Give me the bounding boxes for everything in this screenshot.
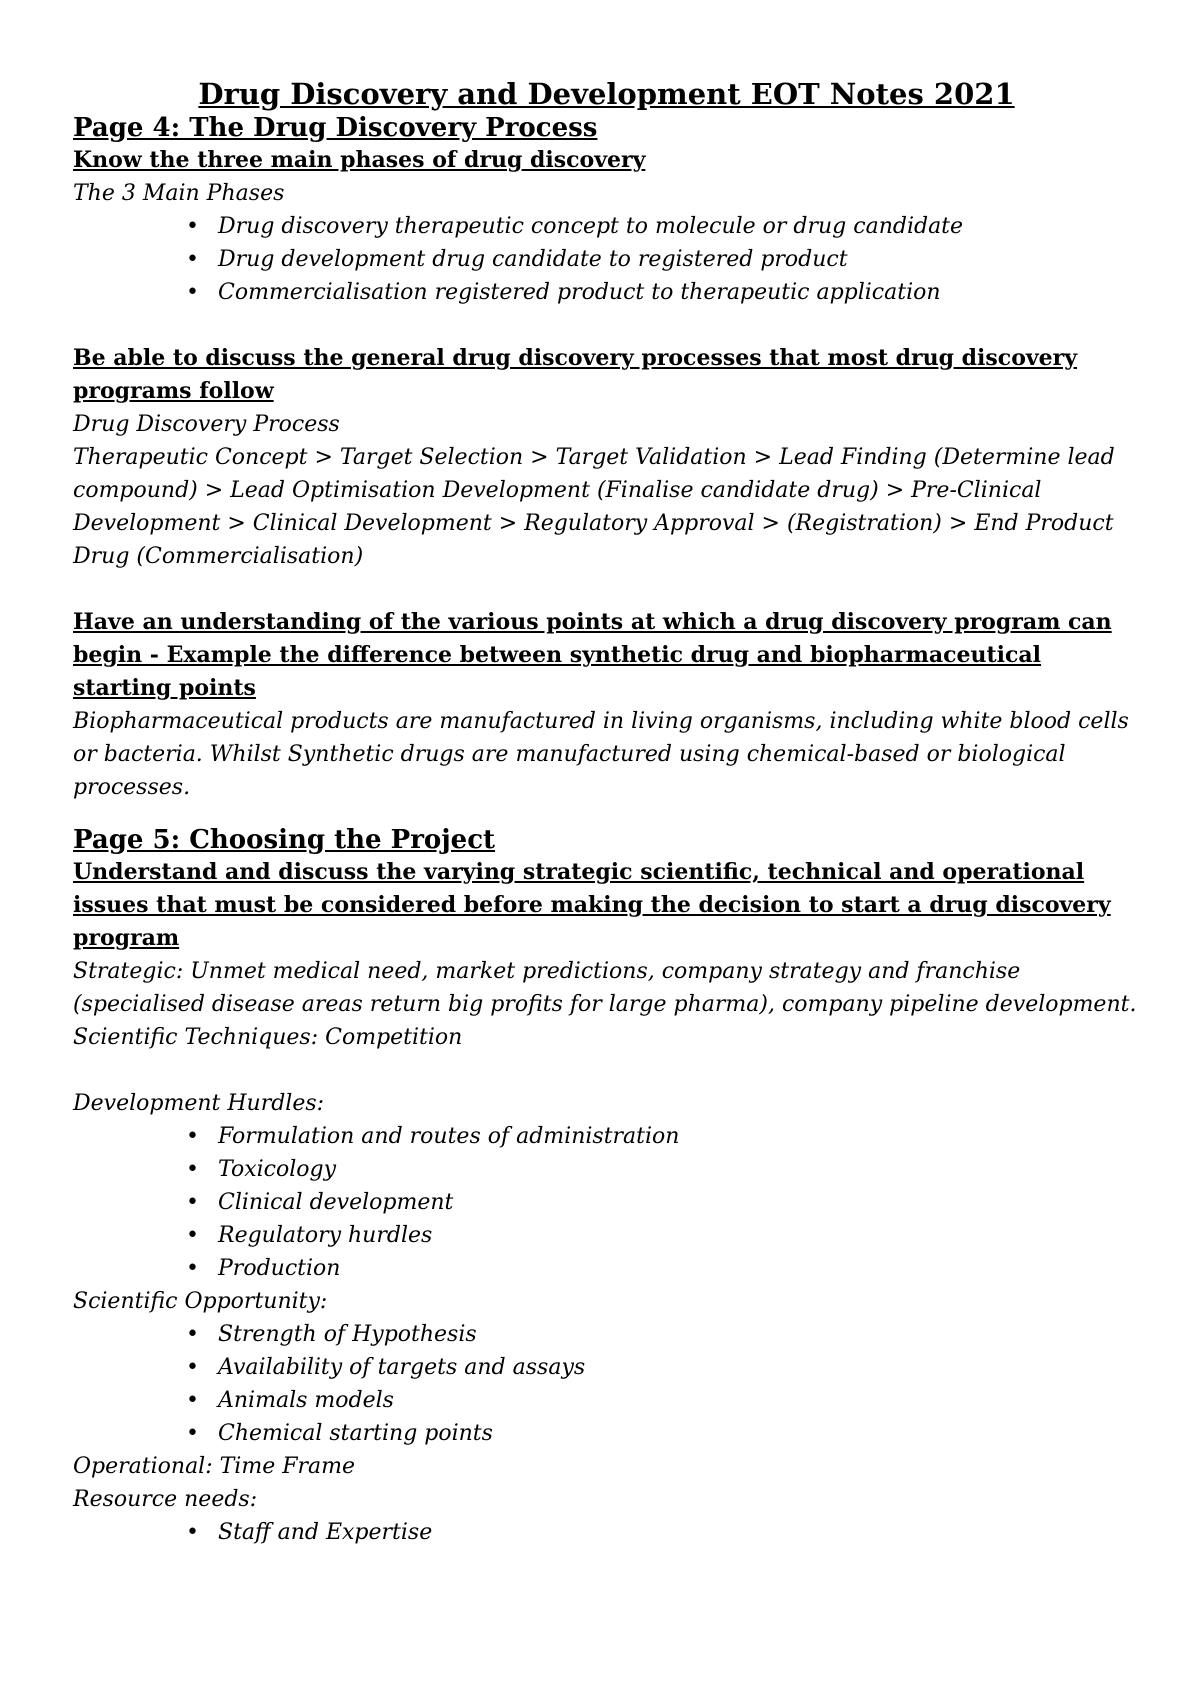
page5-resources-list <box>73 1516 1140 1549</box>
list-item: • Strength of Hypothesis <box>218 1318 1140 1351</box>
list-item: • Drug development drug candidate to registered product <box>218 243 1140 276</box>
page5-operational: Operational: Time Frame <box>73 1454 355 1479</box>
list-item: • Formulation and routes of administration <box>218 1120 1140 1153</box>
spacer <box>73 1054 1140 1087</box>
page4-question-2: Be able to discuss the general drug discovery processes that most drug discovery programs follow <box>73 345 1078 404</box>
page4-q1-list <box>73 210 1140 309</box>
page4-q2-body: Therapeutic Concept > Target Selection > Target Validation > Lead Finding (Determine lead compound) > Lead Optimisation Development (Finalise candidate drug) > Pre-Clinical Development > Clinical Development > Regulatory Approval > (Registration) > End Product Drug (Commercialisation) <box>73 445 1115 569</box>
list-item: • Clinical development <box>218 1186 1140 1219</box>
page4-question-1: Know the three main phases of drug discovery <box>73 147 646 173</box>
page5-scientific-techniques: Scientific Techniques: Competition <box>73 1025 463 1050</box>
list-item: • Staff and Expertise <box>218 1516 1140 1549</box>
page5-dev-hurdles-list <box>73 1120 1140 1285</box>
page4-q2-intro: Drug Discovery Process <box>73 412 340 437</box>
page4-question-3: Have an understanding of the various points at which a drug discovery program can begin - Example the difference between synthetic drug and biopharmaceutical starting points <box>73 609 1112 701</box>
list-item: • Availability of targets and assays <box>218 1351 1140 1384</box>
page4-q3-body: Biopharmaceutical products are manufactured in living organisms, including white blood cells or bacteria. Whilst Synthetic drugs are manufactured using chemical-based or biological processes. <box>73 709 1129 800</box>
document-title: Drug Discovery and Development EOT Notes 2021 <box>198 77 1015 111</box>
list-item: • Toxicology <box>218 1153 1140 1186</box>
page4-heading: Page 4: The Drug Discovery Process <box>73 113 598 143</box>
page4-q1-intro: The 3 Main Phases <box>73 181 285 206</box>
page5-sci-opp-label: Scientific Opportunity: <box>73 1289 328 1314</box>
list-item: • Chemical starting points <box>218 1417 1140 1450</box>
spacer <box>73 573 1140 606</box>
list-item: • Production <box>218 1252 1140 1285</box>
page5-resource-label: Resource needs: <box>73 1487 258 1512</box>
list-item: • Regulatory hurdles <box>218 1219 1140 1252</box>
page5-heading: Page 5: Choosing the Project <box>73 825 496 855</box>
page5-question-1: Understand and discuss the varying strategic scientific, technical and operational issues that must be considered before making the decision to start a drug discovery program <box>73 859 1111 951</box>
spacer <box>73 804 1140 824</box>
page5-strategic: Strategic: Unmet medical need, market predictions, company strategy and franchise (specialised disease areas return big profits for large pharma), company pipeline development. <box>73 959 1137 1017</box>
page5-dev-hurdles-label: Development Hurdles: <box>73 1091 325 1116</box>
list-item: • Commercialisation registered product to therapeutic application <box>218 276 1140 309</box>
page5-sci-opp-list <box>73 1318 1140 1450</box>
list-item: • Drug discovery therapeutic concept to molecule or drug candidate <box>218 210 1140 243</box>
spacer <box>73 309 1140 342</box>
list-item: • Animals models <box>218 1384 1140 1417</box>
